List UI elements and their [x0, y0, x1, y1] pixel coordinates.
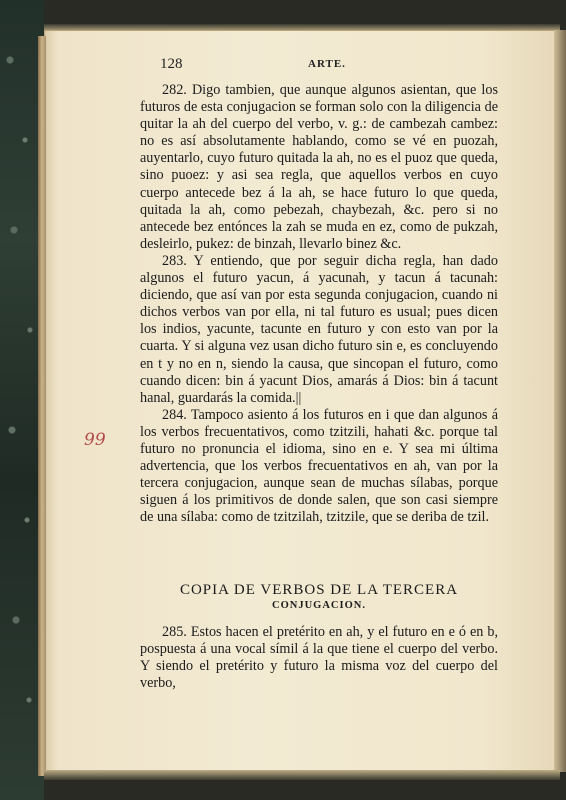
section-subtitle: CONJUGACION. — [272, 600, 366, 611]
page-spine-edge — [38, 36, 46, 776]
page-bottom-edge — [44, 770, 560, 780]
body-text — [140, 82, 498, 526]
paragraph-282: 282. Digo tambien, que aunque algunos asientan, que los futuros de esta conjugacion se forman solo con la diligencia de quitar la ah del cuerpo del verbo, v. g.: de cambezah cambez: no es así absolutamente hablando, como se vé en puozah, auyentarlo, cuyo futuro quitada la ah, no es el puoz que queda, sino puoez: y asi sea regla, que aquellos verbos en cuyo cuerpo antecede bez á la ah, se hace futuro lo que queda, quitada la ah, como pebezah, chaybezah, &c. pero si no antecede bez entónces la zah se muda en ez, como de pukzah, desleirlo, pukez: de binzah, llevarlo binez &c. — [140, 82, 498, 252]
paragraph-285: 285. Estos hacen el pretérito en ah, y el futuro en e ó en b, pospuesta á una vocal símil á la que tiene el cuerpo del verbo. Y siendo el pretérito y futuro la misma voz del cuerpo del verbo, — [140, 624, 498, 692]
paragraph-284: 284. Tampoco asiento á los futuros en i que dan algunos á los verbos frecuentativos, como tzitzili, hahati &c. porque tal futuro no pronuncia el idioma, sino en e. Y sea mi última advertencia, que los verbos frecuentativos en ah, van por la tercera conjugacion, aunque sean de muchas sílabas, porque siguen á los primitivos de donde salen, que son casi siempre de una sílaba: como de tzitzilah, tzitzile, que se deriba de tzil. — [140, 406, 498, 526]
page-number: 128 — [160, 56, 183, 72]
page-right-edge — [554, 30, 566, 772]
running-head: ARTE. — [308, 58, 346, 70]
page-header — [160, 56, 500, 76]
paragraph-283: 283. Y entiendo, que por seguir dicha regla, han dado algunos el futuro yacun, á yacunah, y tacun á tacunah: diciendo, que así van por esta segunda conjugacion, cuando ni dichos verbos van por ella, ni tal futuro es usual; pues dicen los indios, yacunte, tacunte en futuro y con esto van por la cuarta. Y si alguna vez usan dicho futuro sin e, es concluyendo en t y no en n, siendo la causa, que sincopan el futuro, como cuando dicen: bin á yacunt Dios, amarás á Dios: bin á tacunt hanal, guardarás la comida.|| — [140, 252, 498, 406]
handwritten-margin-note: 99 — [84, 430, 106, 450]
section-title: COPIA DE VERBOS DE LA TERCERA — [179, 582, 459, 598]
body-text-continued — [140, 624, 498, 692]
